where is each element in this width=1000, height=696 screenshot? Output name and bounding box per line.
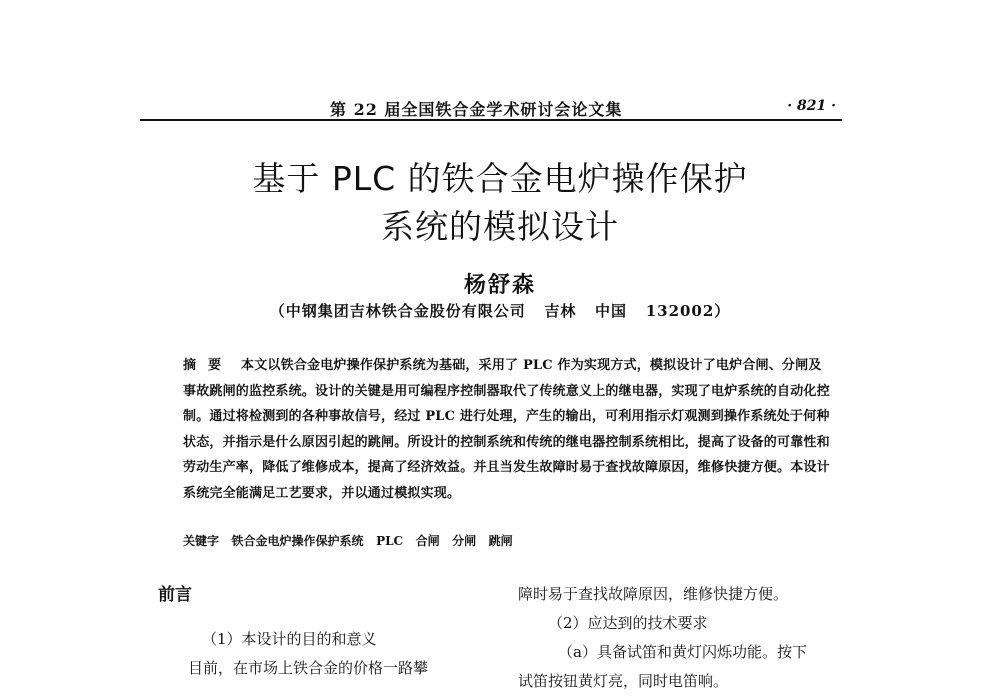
page-number: · 821 · xyxy=(787,98,836,114)
author-affiliation: （中钢集团吉林铁合金股份有限公司 吉林 中国 132002） xyxy=(269,302,731,320)
paragraph-line: 试笛按钮黄灯亮，同时电笛响。 xyxy=(518,672,729,690)
body-column-right xyxy=(518,580,848,696)
running-header xyxy=(140,97,842,121)
paragraph-line: 障时易于查找故障原因，维修快捷方便。 xyxy=(518,585,789,603)
paragraph-start: 目前，在市场上铁合金的价格一路攀 xyxy=(188,659,429,677)
abstract xyxy=(183,353,831,506)
paragraph-line: （a）具备试笛和黄灯闪烁功能。按下 xyxy=(558,643,807,661)
article-title-line-2: 系统的模拟设计 xyxy=(381,207,619,246)
subsection-heading: （1）本设计的目的和意义 xyxy=(202,630,377,648)
article-title-line-1: 基于 PLC 的铁合金电炉操作保护 xyxy=(252,159,748,198)
abstract-label: 摘要 xyxy=(183,358,234,373)
body-column-left xyxy=(158,580,498,683)
keywords: 关键字 铁合金电炉操作保护系统 PLC 合闸 分闸 跳闸 xyxy=(183,534,513,548)
subsection-heading-2: （2）应达到的技术要求 xyxy=(548,614,708,632)
abstract-text: 本文以铁合金电炉操作保护系统为基础，采用了 PLC 作为实现方式，模拟设计了电炉合闸、分闸及事故跳闸的监控系统。设计的关键是用可编程序控制器取代了传统意义上的继电器，实现了电炉系统的自动化控制。通过将检测到的各种事故信号，经过 PLC 进行处理，产生的输出，可利用指示灯观测到操作系统处于何种状态，并指示是什么原因引起的跳闸。所设计的控制系统和传统的继电器控制系统相比，提高了设备的可靠性和劳动生产率，降低了维修成本，提高了经济效益。并且当发生故障时易于查找故障原因，维修快捷方便。本设计系统完全能满足工艺要求，并以通过模拟实现。 xyxy=(183,358,830,501)
section-heading: 前言 xyxy=(158,585,192,605)
author-name: 杨舒森 xyxy=(463,272,536,298)
running-title: 第 22 届全国铁合金学术研讨会论文集 xyxy=(330,100,623,119)
